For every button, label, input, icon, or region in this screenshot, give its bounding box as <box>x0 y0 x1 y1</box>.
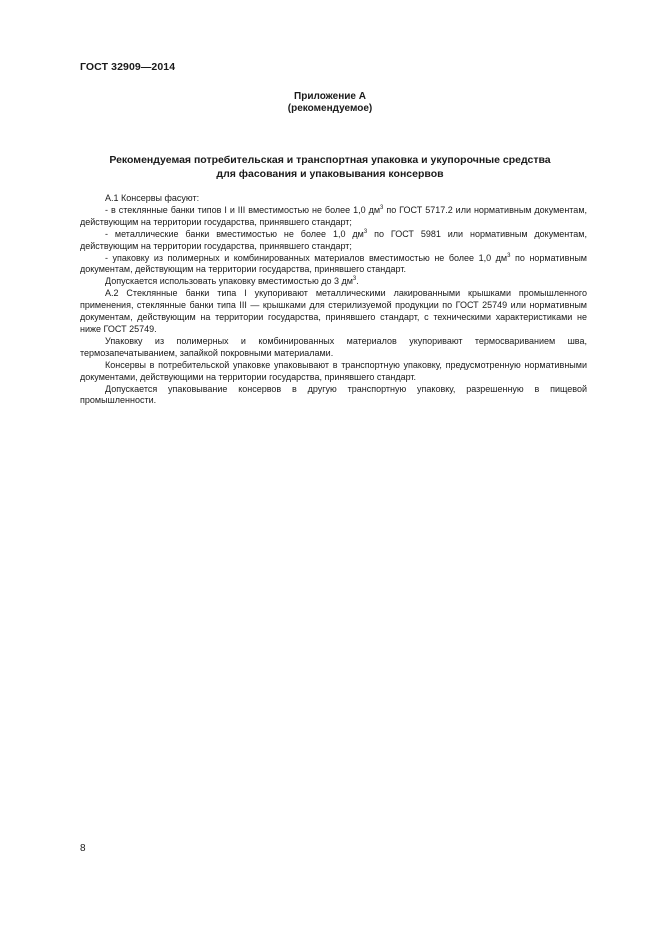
paragraph-text: - в стеклянные банки типов I и III вместимостью не более 1,0 дм <box>105 204 381 215</box>
paragraph-a2-closures: А.2 Стеклянные банки типа I укупоривают металлическими лакированными крышками промышленного применения, стеклянные банки типа III — крышками для стерилизуемой продукции по ГОСТ 25749 или нормативным документам, действующим на территории государства, принявшего стандарт, с техническими характеристиками не ниже ГОСТ 25749. <box>80 288 587 334</box>
superscript-unit: 3 <box>363 228 368 235</box>
page-number: 8 <box>80 843 86 854</box>
superscript-unit: 3 <box>352 276 357 283</box>
paragraph-a1-intro: А.1 Консервы фасуют: <box>105 193 200 203</box>
appendix-title: Приложение А <box>294 91 366 102</box>
paragraph-polymer-packaging <box>80 253 587 277</box>
paragraph-text: по нормативным документам, действующим на территории государства, принявшего стандарт. <box>80 252 587 275</box>
paragraph-polymer-sealing: Упаковку из полимерных и комбинированных материалов укупоривают термосвариванием шва, термозапечатыванием, запайкой покровными материалами. <box>80 335 587 358</box>
document-body <box>80 193 587 407</box>
paragraph-text: Допускается использовать упаковку вместимостью до 3 дм <box>105 276 353 287</box>
superscript-unit: 3 <box>507 252 511 259</box>
appendix-status: (рекомендуемое) <box>287 103 373 114</box>
section-title <box>80 153 580 181</box>
paragraph-max-capacity <box>80 276 587 288</box>
paragraph-text: - металлические банки вместимостью не более 1,0 дм <box>105 228 364 239</box>
section-title-line-1: Рекомендуемая потребительская и транспортная упаковка и укупорочные средства <box>109 154 551 166</box>
standard-code-header: ГОСТ 32909—2014 <box>80 61 176 73</box>
paragraph-text: . <box>356 276 359 287</box>
section-title-line-2: для фасования и упаковывания консервов <box>216 168 444 180</box>
appendix-heading <box>80 91 580 115</box>
paragraph-text: - упаковку из полимерных и комбинированных материалов вместимостью не более 1,0 дм <box>105 252 508 263</box>
superscript-unit: 3 <box>380 204 384 211</box>
paragraph-metal-cans <box>80 229 587 253</box>
paragraph-transport-packaging: Консервы в потребительской упаковке упаковывают в транспортную упаковку, предусмотренную нормативными документами, действующими на территории государства, принявшего стандарт. <box>80 359 587 382</box>
paragraph-glass-jars <box>80 205 587 229</box>
paragraph-text: по ГОСТ 5717.2 или нормативным документам, действующим на территории государства, принявшего стандарт; <box>80 204 588 227</box>
paragraph-other-packaging: Допускается упаковывание консервов в другую транспортную упаковку, разрешенную в пищевой промышленности. <box>80 383 587 406</box>
paragraph-text: по ГОСТ 5981 или нормативным документам, действующим на территории государства, принявшего стандарт; <box>80 228 587 251</box>
